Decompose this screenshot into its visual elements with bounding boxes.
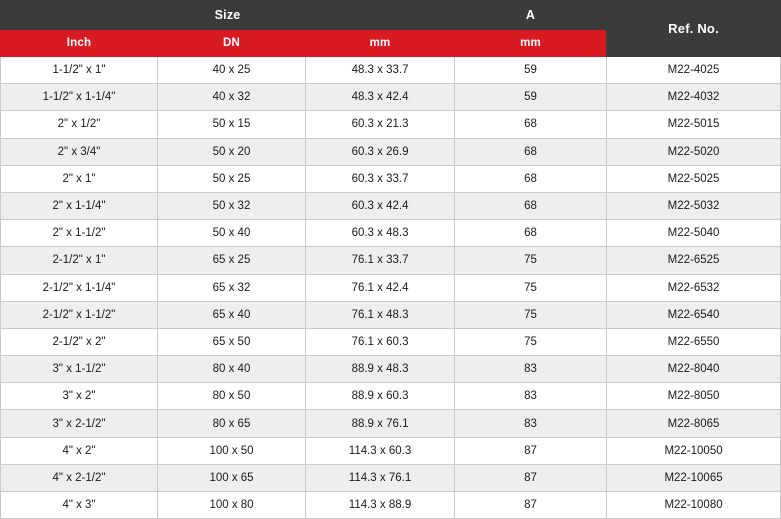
cell-mm-size: 76.1 x 48.3 [306,301,455,328]
cell-inch: 1-1/2" x 1-1/4" [1,84,158,111]
unit-header-mm-size: mm [306,30,455,57]
cell-ref-no: M22-5025 [607,165,781,192]
cell-inch: 2-1/2" x 2" [1,328,158,355]
cell-ref-no: M22-5015 [607,111,781,138]
cell-a: 68 [455,220,607,247]
cell-inch: 4" x 2-1/2" [1,464,158,491]
cell-a: 68 [455,111,607,138]
cell-mm-size: 48.3 x 42.4 [306,84,455,111]
cell-mm-size: 60.3 x 48.3 [306,220,455,247]
cell-a: 59 [455,57,607,84]
cell-dn: 80 x 40 [158,356,306,383]
cell-ref-no: M22-5040 [607,220,781,247]
cell-dn: 80 x 65 [158,410,306,437]
cell-a: 75 [455,247,607,274]
cell-ref-no: M22-5032 [607,192,781,219]
cell-inch: 2" x 3/4" [1,138,158,165]
cell-ref-no: M22-8040 [607,356,781,383]
table-row [1,247,781,274]
cell-mm-size: 114.3 x 60.3 [306,437,455,464]
table-row [1,138,781,165]
cell-inch: 3" x 1-1/2" [1,356,158,383]
cell-a: 83 [455,383,607,410]
cell-inch: 2" x 1-1/4" [1,192,158,219]
cell-a: 68 [455,138,607,165]
cell-a: 83 [455,356,607,383]
cell-dn: 65 x 32 [158,274,306,301]
cell-inch: 2-1/2" x 1-1/4" [1,274,158,301]
cell-mm-size: 60.3 x 42.4 [306,192,455,219]
cell-mm-size: 60.3 x 33.7 [306,165,455,192]
cell-a: 68 [455,192,607,219]
table-row [1,192,781,219]
cell-ref-no: M22-6532 [607,274,781,301]
group-header-a: A [455,1,607,30]
cell-a: 75 [455,328,607,355]
cell-inch: 4" x 3" [1,492,158,519]
cell-ref-no: M22-10080 [607,492,781,519]
table-row [1,274,781,301]
cell-dn: 65 x 50 [158,328,306,355]
table-row [1,301,781,328]
cell-inch: 2" x 1" [1,165,158,192]
cell-ref-no: M22-4025 [607,57,781,84]
cell-inch: 3" x 2-1/2" [1,410,158,437]
table-row [1,383,781,410]
cell-mm-size: 48.3 x 33.7 [306,57,455,84]
group-header-ref-no: Ref. No. [607,1,781,57]
cell-dn: 100 x 65 [158,464,306,491]
table-row [1,328,781,355]
cell-inch: 2-1/2" x 1" [1,247,158,274]
cell-mm-size: 60.3 x 26.9 [306,138,455,165]
cell-mm-size: 60.3 x 21.3 [306,111,455,138]
table-row [1,220,781,247]
cell-mm-size: 76.1 x 33.7 [306,247,455,274]
cell-dn: 50 x 15 [158,111,306,138]
table-row [1,464,781,491]
cell-a: 87 [455,437,607,464]
table-header [1,1,781,57]
cell-inch: 2-1/2" x 1-1/2" [1,301,158,328]
table-row [1,410,781,437]
cell-dn: 80 x 50 [158,383,306,410]
cell-a: 75 [455,274,607,301]
cell-dn: 50 x 25 [158,165,306,192]
cell-ref-no: M22-4032 [607,84,781,111]
cell-dn: 40 x 25 [158,57,306,84]
cell-ref-no: M22-10065 [607,464,781,491]
group-header-size: Size [1,1,455,30]
cell-mm-size: 114.3 x 76.1 [306,464,455,491]
table-row [1,437,781,464]
cell-ref-no: M22-6540 [607,301,781,328]
cell-dn: 50 x 20 [158,138,306,165]
cell-ref-no: M22-6525 [607,247,781,274]
cell-a: 87 [455,492,607,519]
cell-mm-size: 88.9 x 60.3 [306,383,455,410]
cell-a: 87 [455,464,607,491]
cell-inch: 4" x 2" [1,437,158,464]
cell-dn: 100 x 50 [158,437,306,464]
cell-ref-no: M22-10050 [607,437,781,464]
table-group-header-row [1,1,781,30]
cell-a: 68 [455,165,607,192]
table-row [1,111,781,138]
cell-inch: 1-1/2" x 1" [1,57,158,84]
cell-mm-size: 88.9 x 48.3 [306,356,455,383]
table-row [1,165,781,192]
cell-a: 59 [455,84,607,111]
table-row [1,492,781,519]
cell-dn: 40 x 32 [158,84,306,111]
unit-header-inch: Inch [1,30,158,57]
table-body [1,57,781,519]
table-row [1,84,781,111]
cell-inch: 2" x 1/2" [1,111,158,138]
cell-inch: 3" x 2" [1,383,158,410]
cell-dn: 65 x 40 [158,301,306,328]
cell-mm-size: 88.9 x 76.1 [306,410,455,437]
cell-dn: 50 x 32 [158,192,306,219]
cell-a: 83 [455,410,607,437]
unit-header-dn: DN [158,30,306,57]
cell-dn: 65 x 25 [158,247,306,274]
cell-inch: 2" x 1-1/2" [1,220,158,247]
unit-header-mm-a: mm [455,30,607,57]
cell-dn: 100 x 80 [158,492,306,519]
cell-ref-no: M22-6550 [607,328,781,355]
cell-ref-no: M22-8065 [607,410,781,437]
cell-mm-size: 76.1 x 42.4 [306,274,455,301]
cell-mm-size: 76.1 x 60.3 [306,328,455,355]
table-row [1,57,781,84]
table-row [1,356,781,383]
cell-dn: 50 x 40 [158,220,306,247]
cell-ref-no: M22-5020 [607,138,781,165]
cell-a: 75 [455,301,607,328]
cell-ref-no: M22-8050 [607,383,781,410]
cell-mm-size: 114.3 x 88.9 [306,492,455,519]
